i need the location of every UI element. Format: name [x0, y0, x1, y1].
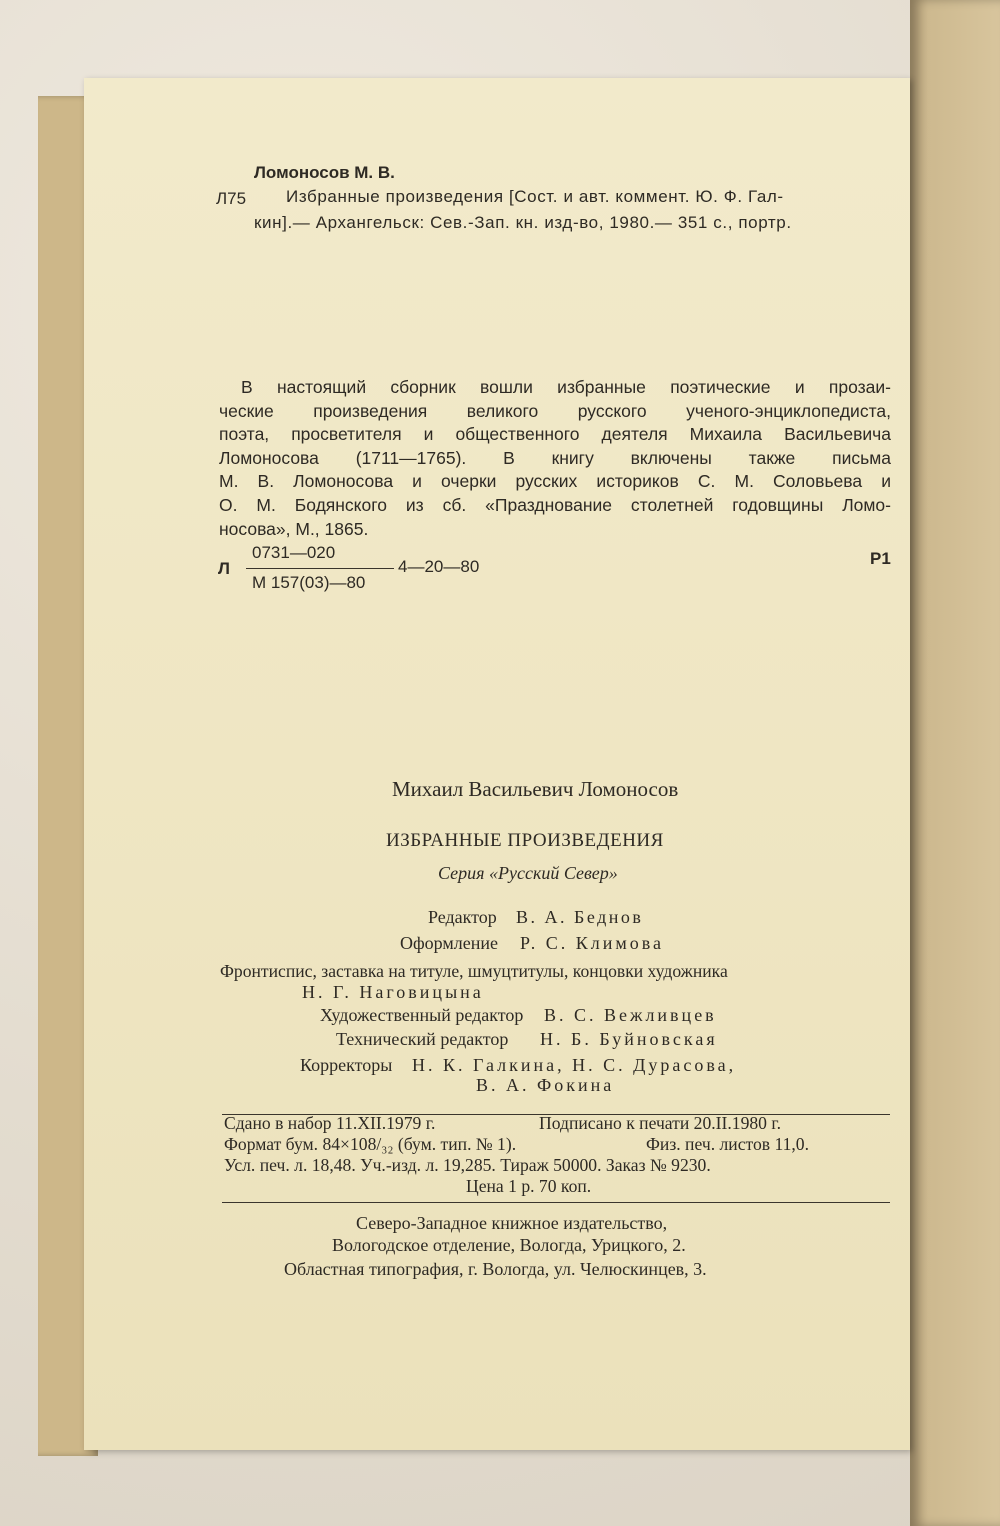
- credit-editor-label: Редактор: [428, 907, 497, 927]
- credit-artist-name: Н. Г. Наговицына: [302, 982, 484, 1002]
- annotation-line: Ломоносова (1711—1765). В книгу включены также письма: [219, 447, 891, 468]
- annotation-line: ческие произведения великого русского ученого-энциклопедиста,: [219, 400, 891, 421]
- imprint-title: ИЗБРАННЫЕ ПРОИЗВЕДЕНИЯ: [386, 830, 664, 851]
- catalog-line-2: кин].— Архангельск: Сев.-Зап. кн. изд-во, 1980.— 351 с., портр.: [254, 213, 792, 232]
- credit-proof-label: Корректоры: [300, 1055, 393, 1075]
- code-numerator: 0731—020: [252, 543, 336, 562]
- book-cover-right-edge: [910, 0, 1000, 1526]
- print-sheets: Физ. печ. листов 11,0.: [646, 1134, 809, 1154]
- code-letter: Л: [218, 559, 230, 578]
- annotation-line: О. М. Бодянского из сб. «Празднование столетней годовщины Ломо-: [219, 494, 891, 515]
- code-fraction-line: [246, 568, 394, 569]
- publisher-line-3: Областная типография, г. Вологда, ул. Челюскинцев, 3.: [284, 1259, 707, 1279]
- print-details-bottom-rule: [222, 1202, 890, 1203]
- code-class: Р1: [870, 549, 891, 568]
- credit-design-name: Р. С. Климова: [520, 933, 665, 953]
- annotation-line: поэта, просветителя и общественного деятеля Михаила Васильевича: [219, 424, 891, 445]
- catalog-line-1: Избранные произведения [Сост. и авт. коммент. Ю. Ф. Гал-: [286, 187, 784, 206]
- catalog-index: Л75: [216, 189, 247, 208]
- credit-design-label: Оформление: [400, 933, 499, 953]
- print-conv: Усл. печ. л. 18,48. Уч.-изд. л. 19,285. Тираж 50000. Заказ № 9230.: [224, 1155, 711, 1175]
- print-signed: Подписано к печати 20.II.1980 г.: [539, 1113, 781, 1133]
- publisher-line-1: Северо-Западное книжное издательство,: [356, 1213, 668, 1233]
- annotation-line: В настоящий сборник вошли избранные поэтические и прозаи-: [241, 377, 891, 397]
- code-suffix: 4—20—80: [398, 557, 480, 576]
- credit-proof-names: Н. К. Галкина, Н. С. Дурасова,: [412, 1055, 737, 1075]
- print-price: Цена 1 р. 70 коп.: [466, 1176, 592, 1196]
- catalog-author: Ломоносов М. В.: [254, 163, 395, 182]
- credit-tech-editor-name: Н. Б. Буйновская: [540, 1029, 718, 1049]
- imprint-series: Серия «Русский Север»: [438, 863, 618, 883]
- annotation-paragraph: [219, 376, 891, 541]
- annotation-line: М. В. Ломоносова и очерки русских историков С. М. Соловьева и: [219, 471, 891, 492]
- print-format: Формат бум. 84×108/₃₂ (бум. тип. № 1).: [224, 1134, 517, 1154]
- imprint-author: Михаил Васильевич Ломоносов: [392, 777, 679, 801]
- annotation-line: носова», М., 1865.: [219, 518, 369, 539]
- credit-art-editor-name: В. С. Вежливцев: [544, 1005, 717, 1025]
- credit-frontispiece: Фронтиспис, заставка на титуле, шмуцтитулы, концовки художника: [220, 961, 728, 981]
- code-denominator: М 157(03)—80: [252, 573, 366, 592]
- print-submitted: Сдано в набор 11.XII.1979 г.: [224, 1113, 436, 1133]
- book-page: [84, 78, 910, 1450]
- credit-art-editor-label: Художественный редактор: [320, 1005, 524, 1025]
- publisher-line-2: Вологодское отделение, Вологда, Урицкого, 2.: [332, 1235, 686, 1255]
- credit-proof-names-2: В. А. Фокина: [476, 1075, 615, 1095]
- credit-editor-name: В. А. Беднов: [516, 907, 644, 927]
- credit-tech-editor-label: Технический редактор: [336, 1029, 509, 1049]
